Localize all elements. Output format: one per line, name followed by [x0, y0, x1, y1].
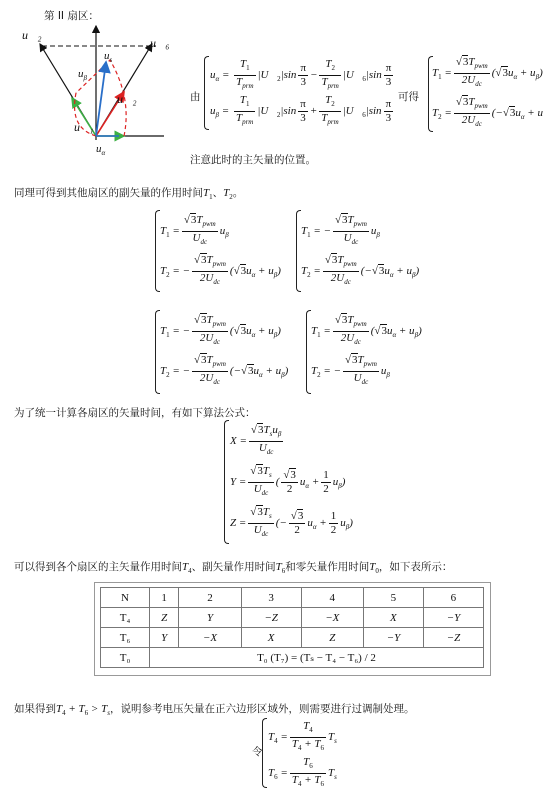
table-header-cell: 5 [363, 588, 423, 608]
eq-a-t1: $T_1$ = $\frac{√3T_{pwm}}{U_{dc}}$ $u_\beta$ [160, 214, 229, 246]
table-header-cell: 2 [179, 588, 241, 608]
table-header-cell: 6 [423, 588, 483, 608]
sector-heading: 第 II 扇区： [44, 10, 99, 22]
eq-d-t1: $T_1$ = $\frac{√3T_{pwm}}{2U_{dc}}$ $(√3u_\alpha + u_\beta)$ [311, 314, 422, 346]
table-row-t0 [101, 648, 484, 668]
table-intro: 可以得到各个扇区的主矢量作用时间$T_4$、副矢量作用时间$T_6$和零矢量作用时间$T_0$，如下表所示： [14, 561, 453, 575]
us-blue-vector [96, 62, 106, 136]
table-cell-label: T₀ [101, 648, 150, 668]
diagram-label-ualpha: $u_\alpha$ [96, 143, 106, 157]
eq-ualpha: $u_\alpha$ = $\frac{T_1}{T_{prm}}$ $|U⃗_2|\sin$ $\frac{\pi}{3}$ − $\frac{T_2}{T_{prm}}$ $|U⃗_6|\sin$ $\frac{\pi}{3}$ [210, 58, 392, 90]
eq-z: Z = $\frac{√3T_s}{U_{dc}}$ (− $\frac{√3}{2}$ $u_\alpha$ + $\frac{1}{2}$ $u_\beta$) [230, 506, 353, 538]
table-cell: −Z [423, 628, 483, 648]
table-cell: Z [301, 628, 363, 648]
eq-t6-scaled: $T_6$ = $\frac{T_6}{T_4 + T_6}$ $T_s$ [268, 756, 337, 788]
table-cell: Y [179, 608, 241, 628]
eq-c-t1: $T_1$ = − $\frac{√3T_{pwm}}{2U_{dc}}$ $(√3u_\alpha + u_\beta)$ [160, 314, 281, 346]
eq-ubeta: $u_\beta$ = $\frac{T_1}{T_{prm}}$ $|U⃗_2|\sin$ $\frac{\pi}{3}$ + $\frac{T_2}{T_{prm}}$ $|U⃗_6|\sin$ $\frac{\pi}{3}$ [210, 94, 392, 126]
overmod-line: 如果得到$T_4 + T_6 > T_s$，说明参考电压矢量在正六边形区域外，则需要进行过调制处理。 [14, 703, 415, 717]
eq-a-t2: $T_2$ = − $\frac{√3T_{pwm}}{2U_{dc}}$ $(√3u_\alpha + u_\beta)$ [160, 254, 281, 286]
diagram-label-us: $u_s$ [104, 50, 113, 64]
table-cell: Y [150, 628, 179, 648]
word-you: 由 [190, 91, 201, 103]
eq-d-t2: $T_2$ = − $\frac{√3T_{pwm}}{U_{dc}}$ $u_\beta$ [311, 354, 390, 386]
table-header-row [101, 588, 484, 608]
table-row-t6 [101, 628, 484, 648]
word-kede: 可得 [398, 91, 419, 103]
table-cell: Z [150, 608, 179, 628]
note-text: 注意此时的主矢量的位置。 [190, 154, 316, 166]
table-cell: −X [179, 628, 241, 648]
eq-b-t1: $T_1$ = − $\frac{√3T_{pwm}}{U_{dc}}$ $u_\beta$ [301, 214, 380, 246]
table-cell: −X [301, 608, 363, 628]
sector-time-table [100, 587, 484, 668]
eq-b-t2: $T_2$ = $\frac{√3T_{pwm}}{2U_{dc}}$ $(-√3u_\alpha + u_\beta)$ [301, 254, 420, 286]
table-header-cell: 3 [241, 588, 301, 608]
diagram-label-u2-inner: u⃗₂ [117, 92, 137, 106]
diagram-label-u2: u⃗₂ [22, 28, 42, 42]
diagram-label-ubeta: $u_\beta$ [78, 68, 87, 82]
table-header-cell: 4 [301, 588, 363, 608]
table-row-t4 [101, 608, 484, 628]
table-cell-label: T₄ [101, 608, 150, 628]
table-cell-t0-formula: T₀ (T₇) = (Tₛ − T₄ − T₆) / 2 [150, 648, 484, 668]
diagram-label-u1: u⃗₁ [74, 120, 94, 134]
table-header-cell: 1 [150, 588, 179, 608]
table-header-cell: N [101, 588, 150, 608]
table-cell: −Y [423, 608, 483, 628]
table-cell: −Y [363, 628, 423, 648]
table-cell: X [241, 628, 301, 648]
word-ling: 令 [252, 746, 263, 758]
eq-sector2-t2: $T_2$ = $\frac{√3T_{pwm}}{2U_{dc}}$ ($-√3u_\alpha + u$ [432, 96, 543, 128]
eq-x: X = $\frac{√3T_su_\beta}{U_{dc}}$ [230, 424, 282, 456]
same-method-line: 同理可得到其他扇区的副矢量的作用时间$T_1$、$T_2$。 [14, 187, 244, 201]
eq-t4-scaled: $T_4$ = $\frac{T_4}{T_4 + T_6}$ $T_s$ [268, 720, 337, 752]
eq-y: Y = $\frac{√3T_s}{U_{dc}}$ ( $\frac{√3}{2}$ $u_\alpha$ + $\frac{1}{2}$ $u_\beta$) [230, 465, 346, 497]
eq-c-t2: $T_2$ = − $\frac{√3T_{pwm}}{2U_{dc}}$ $(-√3u_\alpha + u_\beta)$ [160, 354, 289, 386]
table-cell-label: T₆ [101, 628, 150, 648]
unify-text: 为了统一计算各扇区的矢量时间，有如下算法公式： [14, 407, 256, 419]
eq-sector2-t1: $T_1$ = $\frac{√3T_{pwm}}{2U_{dc}}$ $(√3u_\alpha + u_\beta)$ [432, 56, 543, 88]
diagram-label-u6: u⃗₆ [150, 36, 170, 50]
table-cell: −Z [241, 608, 301, 628]
table-cell: X [363, 608, 423, 628]
